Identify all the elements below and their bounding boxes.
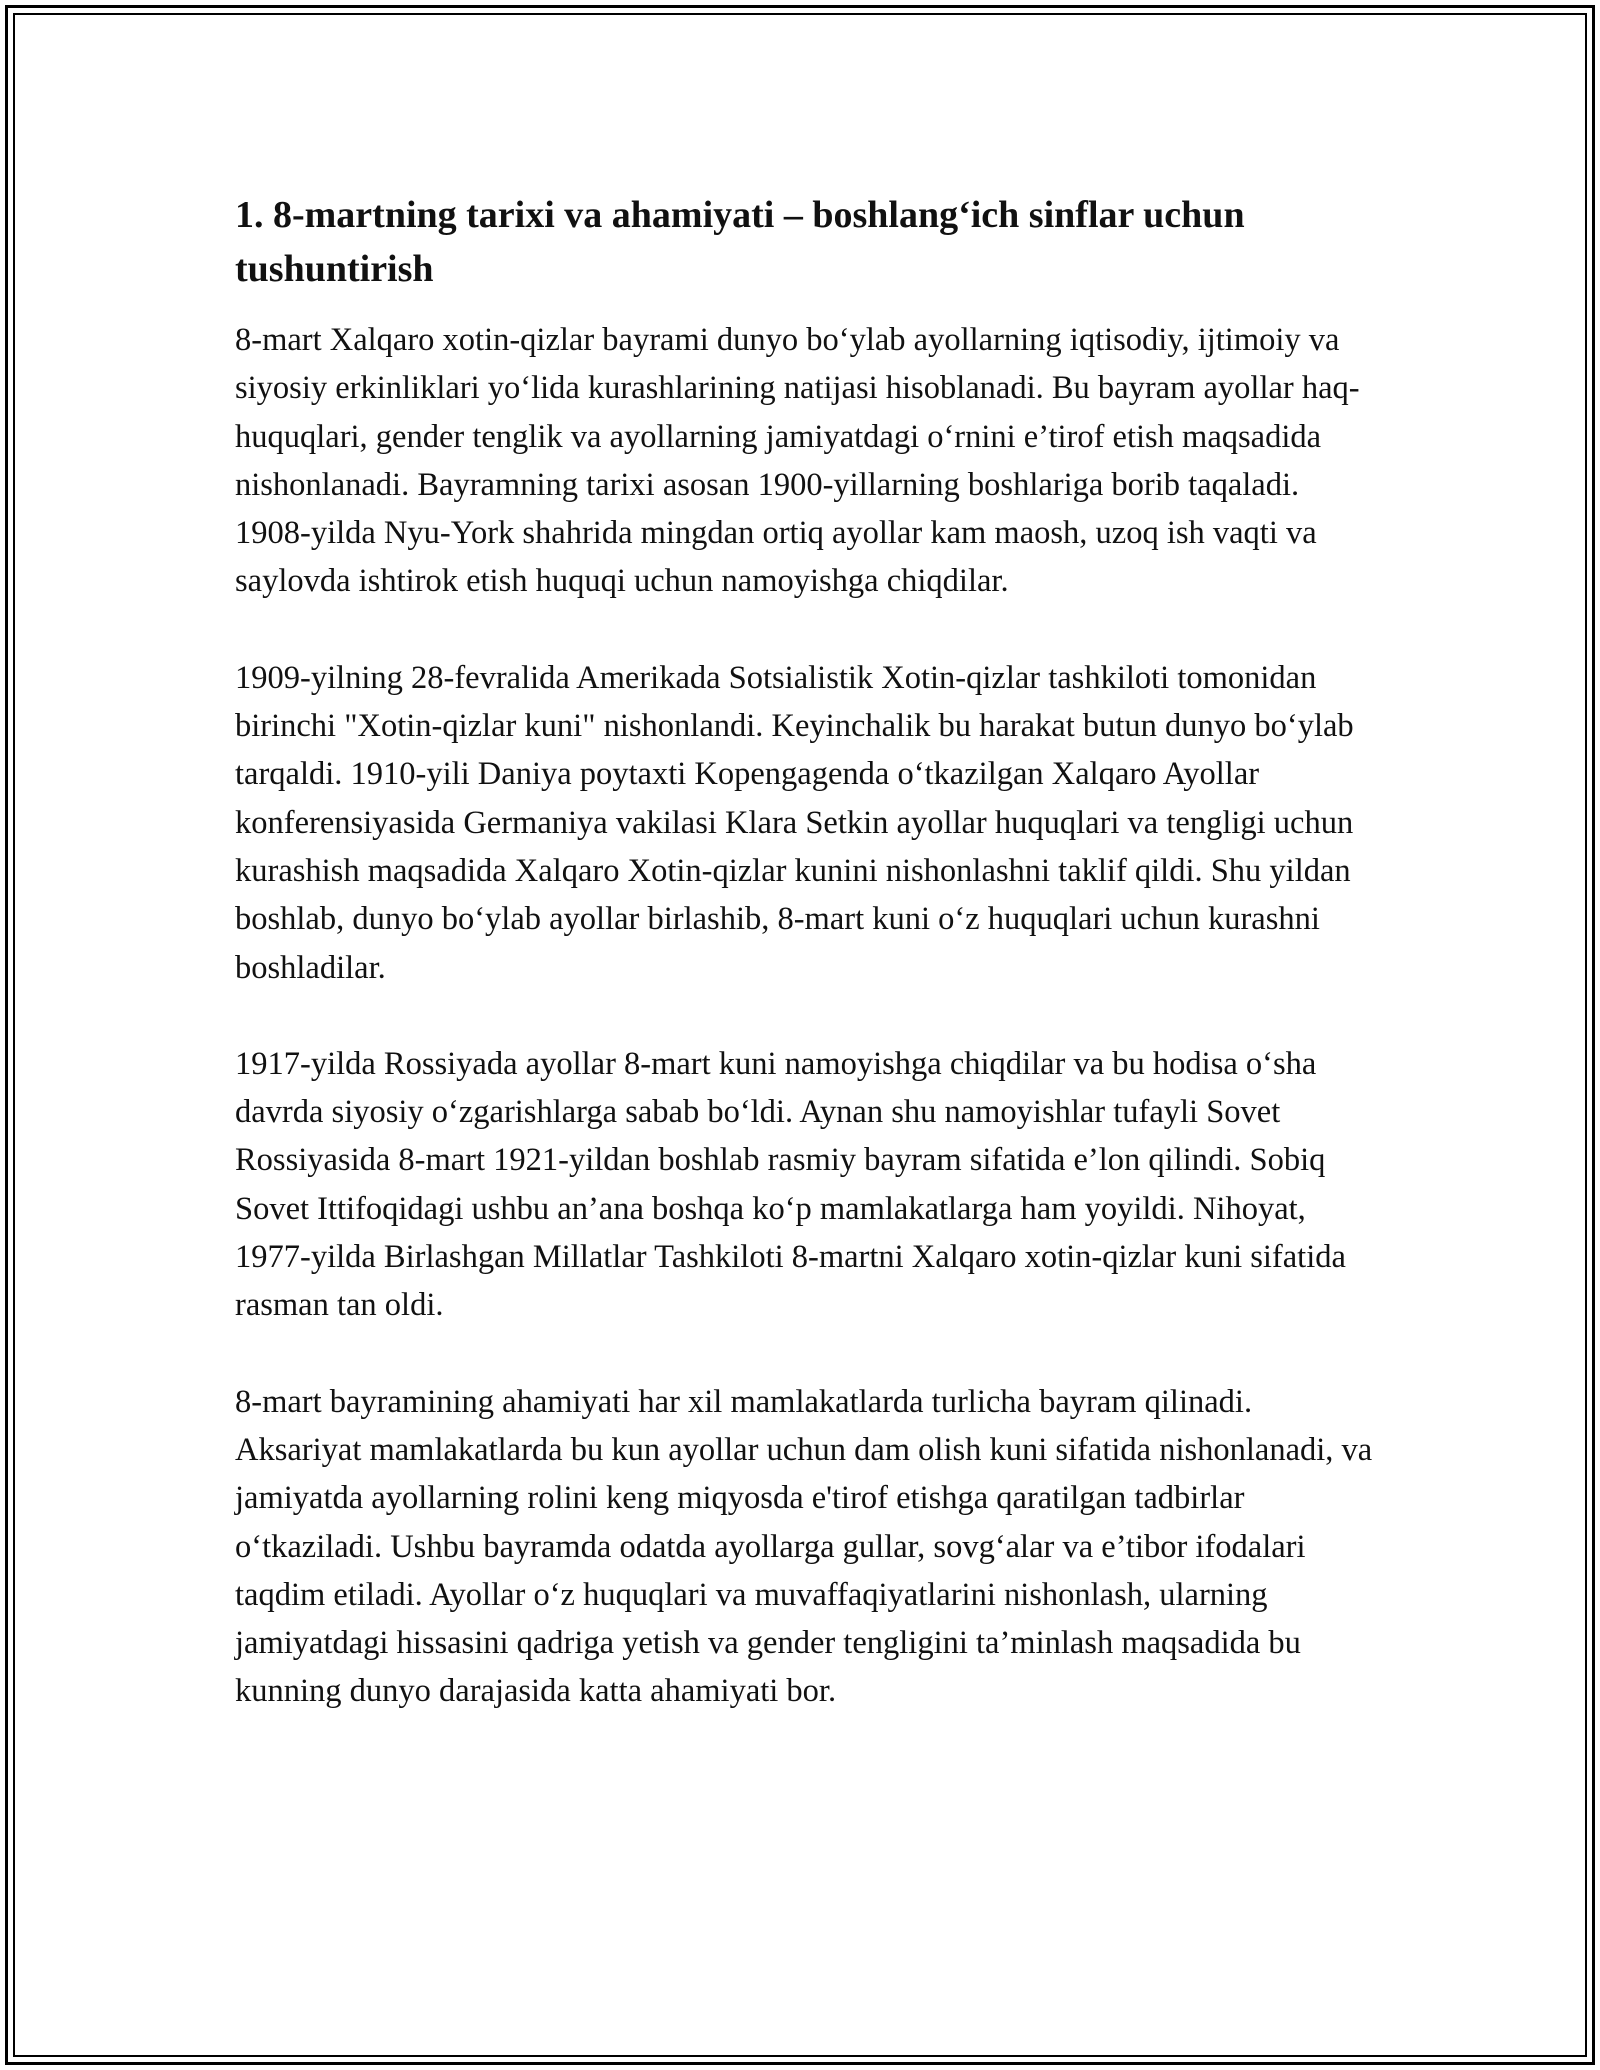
paragraph-significance: 8-mart bayramining ahamiyati har xil mamlakatlarda turlicha bayram qilinadi. Aksariyat mamlakatlarda bu kun ayollar uchun dam olish kuni sifatida nishonlanadi, va jamiyatda ayollarning rolini keng miqyosda e'tirof etishga qaratilgan tadbirlar o‘tkaziladi. Ushbu bayramda odatda ayollarga gullar, sovg‘alar va e’tibor ifodalari taqdim etiladi. Ayollar o‘z huquqlari va muvaffaqiyatlarini nishonlash, ularning jamiyatdagi hissasini qadriga yetish va gender tengligini ta’minlash maqsadida bu kunning dunyo darajasida katta ahamiyati bor. — [235, 1383, 1373, 1710]
paragraph-official-recognition: 1917-yilda Rossiyada ayollar 8-mart kuni namoyishga chiqdilar va bu hodisa o‘sha davrda siyosiy o‘zgarishlarga sabab bo‘ldi. Aynan shu namoyishlar tufayli Sovet Rossiyasida 8-mart 1921-yildan boshlab rasmiy bayram sifatida e’lon qilindi. Sobiq Sovet Ittifoqidagi ushbu an’ana boshqa ko‘p mamlakatlarga ham yoyildi. Nihoyat, 1977-yilda Birlashgan Millatlar Tashkiloti 8-martni Xalqaro xotin-qizlar kuni sifatida rasman tan oldi. — [235, 1045, 1346, 1324]
paragraph-history-origins: 8-mart Xalqaro xotin-qizlar bayrami dunyo bo‘ylab ayollarning iqtisodiy, ijtimoiy va siyosiy erkinliklari yo‘lida kurashlarining natijasi hisoblanadi. Bu bayram ayollar haq-huquqlari, gender tenglik va ayollarning jamiyatdagi o‘rnini e’tirof etish maqsadida nishonlanadi. Bayramning tarixi asosan 1900-yillarning boshlariga borib taqaladi. 1908-yilda Nyu-York shahrida mingdan ortiq ayollar kam maosh, uzoq ish vaqti va saylovda ishtirok etish huquqi uchun namoyishga chiqdilar. — [235, 322, 1360, 600]
section-heading: 1. 8-martning tarixi va ahamiyati – boshlang‘ich sinflar uchun tushuntirish — [235, 194, 1245, 290]
document-body — [235, 188, 1375, 1764]
paragraph-first-womens-day: 1909-yilning 28-fevralida Amerikada Sotsialistik Xotin-qizlar tashkiloti tomonidan birinchi "Xotin-qizlar kuni" nishonlandi. Keyinchalik bu harakat butun dunyo bo‘ylab tarqaldi. 1910-yili Daniya poytaxti Kopengagenda o‘tkazilgan Xalqaro Ayollar konferensiyasida Germaniya vakilasi Klara Setkin ayollar huquqlari va tengligi uchun kurashish maqsadida Xalqaro Xotin-qizlar kunini nishonlashni taklif qildi. Shu yildan boshlab, dunyo bo‘ylab ayollar birlashib, 8-mart kuni o‘z huquqlari uchun kurashni boshladilar. — [235, 659, 1354, 986]
